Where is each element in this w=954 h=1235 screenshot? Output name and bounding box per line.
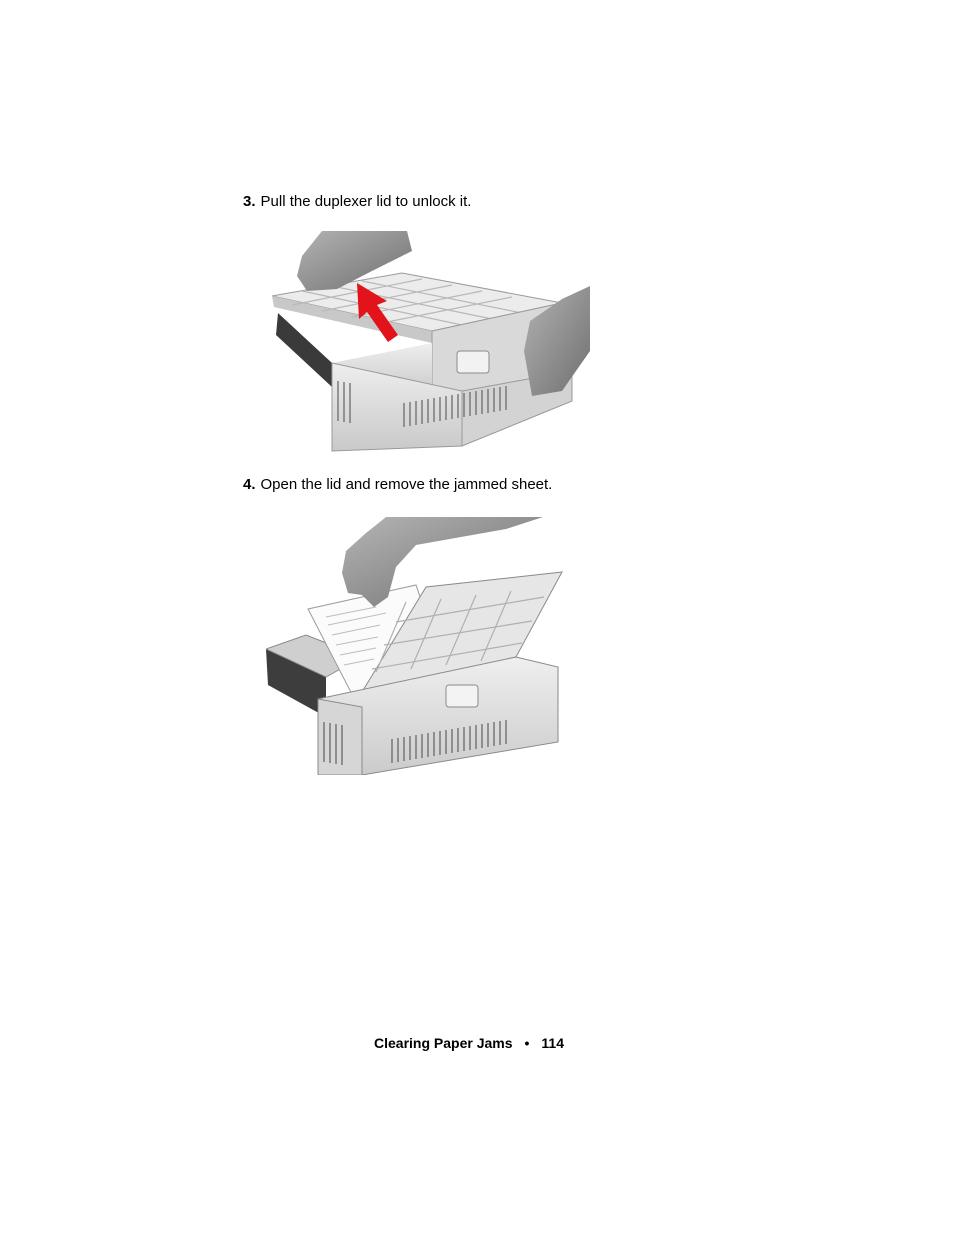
footer-separator: • <box>524 1035 530 1051</box>
page-number: 114 <box>541 1035 565 1051</box>
step-text: Pull the duplexer lid to unlock it. <box>260 193 472 210</box>
remove-jammed-sheet-illustration <box>266 517 563 775</box>
step-3 <box>243 193 471 211</box>
step-text: Open the lid and remove the jammed sheet. <box>260 476 553 493</box>
step-number: 3. <box>243 193 256 210</box>
page-footer <box>374 1034 564 1052</box>
footer-section-title: Clearing Paper Jams <box>374 1035 513 1051</box>
step-4 <box>243 476 552 494</box>
step-number: 4. <box>243 476 256 493</box>
duplexer-lid-pull-illustration <box>262 231 590 455</box>
